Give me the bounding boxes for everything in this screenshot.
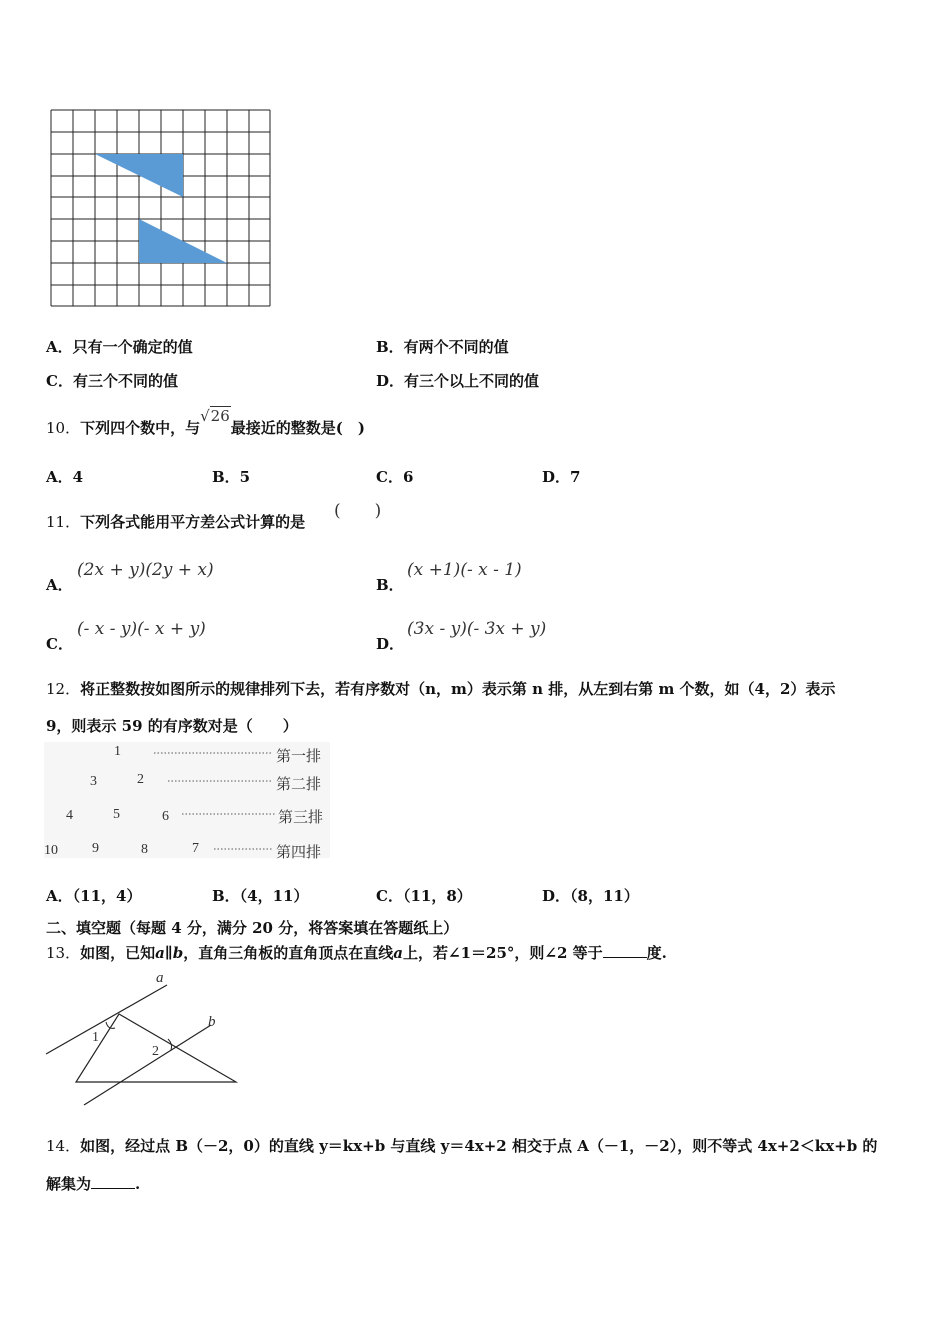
question-12-line-2: 9，则表示 59 的有序数对是（ ） bbox=[46, 717, 298, 735]
label-angle-2: 2 bbox=[152, 1044, 159, 1059]
question-13-text-d: 度. bbox=[646, 944, 667, 962]
label-b: b bbox=[208, 1014, 216, 1030]
sqrt-26: √26 bbox=[200, 407, 230, 425]
sqrt-radicand: 26 bbox=[210, 407, 230, 425]
parallel-lines-figure bbox=[44, 966, 244, 1108]
question-14-text-1: 如图，经过点 B（－2，0）的直线 y＝kx+b 与直线 y＝4x+2 相交于点 A（－1，－2），则不等式 4x+2＜kx+b 的 bbox=[80, 1137, 878, 1155]
question-13-text-a: 如图，已知 bbox=[80, 944, 156, 962]
question-12-text-1: 将正整数按如图所示的规律排列下去，若有序数对（n，m）表示第 n 排，从左到右第 m 个数，如（4，2）表示 bbox=[80, 680, 836, 698]
question-14-text-2b: . bbox=[135, 1175, 141, 1193]
question-13-number: 13． bbox=[46, 944, 81, 962]
row-4-label: 第四排 bbox=[276, 844, 322, 861]
grid-figure bbox=[50, 109, 272, 309]
q10-option-b: B．5 bbox=[212, 468, 251, 486]
q12-option-b: B．（4，11） bbox=[212, 887, 309, 905]
row-3-number-3: 6 bbox=[162, 809, 169, 824]
question-12-number: 12． bbox=[46, 680, 81, 698]
question-14-text-2a: 解集为 bbox=[46, 1175, 92, 1193]
grid-option-d: D．有三个以上不同的值 bbox=[376, 372, 540, 390]
row-2-number-2: 2 bbox=[137, 772, 144, 787]
q11-option-d-expr: (3x - y)(- 3x + y) bbox=[407, 619, 547, 639]
grid-lines bbox=[51, 110, 270, 306]
question-14-line-1 bbox=[46, 1136, 877, 1156]
line-a-ref: a bbox=[393, 944, 404, 962]
row-1-number-1: 1 bbox=[114, 744, 121, 759]
row-4-number-3: 8 bbox=[141, 842, 148, 857]
q10-option-c: C．6 bbox=[376, 468, 414, 486]
q11-option-d-label: D． bbox=[376, 635, 405, 653]
q11-option-b-label: B． bbox=[376, 576, 404, 594]
row-1-label: 第一排 bbox=[276, 748, 322, 765]
number-triangle-figure bbox=[44, 742, 330, 861]
question-13-text-c: 上，若∠1＝25°，则∠2 等于 bbox=[403, 944, 603, 962]
q12-option-a: A．（11，4） bbox=[46, 887, 142, 905]
question-12-line-1 bbox=[46, 679, 835, 699]
grid-option-b: B．有两个不同的值 bbox=[376, 338, 509, 356]
row-4-number-2: 9 bbox=[92, 841, 99, 856]
question-11-text: 下列各式能用平方差公式计算的是 bbox=[80, 513, 306, 531]
row-3-label: 第三排 bbox=[278, 809, 324, 826]
question-10 bbox=[46, 407, 365, 438]
label-angle-1: 1 bbox=[92, 1030, 99, 1045]
q10-option-a: A．4 bbox=[46, 468, 84, 486]
q12-option-c: C．（11，8） bbox=[376, 887, 472, 905]
answer-blank[interactable] bbox=[603, 943, 647, 958]
question-13 bbox=[46, 943, 667, 963]
question-10-text-before: 下列四个数中，与 bbox=[80, 419, 201, 437]
section-2-heading: 二、填空题（每题 4 分，满分 20 分，将答案填在答题纸上） bbox=[46, 919, 459, 937]
row-2-label: 第二排 bbox=[276, 776, 322, 793]
angle-2-arc bbox=[168, 1039, 172, 1050]
label-a: a bbox=[156, 970, 164, 986]
question-14-number: 14． bbox=[46, 1137, 81, 1155]
question-14-line-2 bbox=[46, 1174, 140, 1194]
q12-option-d: D．（8，11） bbox=[542, 887, 639, 905]
question-10-number: 10． bbox=[46, 419, 81, 437]
grid-option-c: C．有三个不同的值 bbox=[46, 372, 178, 390]
row-2-number-1: 3 bbox=[90, 774, 97, 789]
question-11-paren: ( ) bbox=[334, 501, 382, 521]
row-3-number-1: 4 bbox=[66, 808, 73, 823]
q11-option-a-label: A． bbox=[46, 576, 73, 594]
question-10-text-after: 最接近的整数是( ) bbox=[230, 419, 365, 437]
question-11-number: 11． bbox=[46, 513, 81, 531]
q11-option-a-expr: (2x + y)(2y + x) bbox=[77, 560, 214, 580]
line-b bbox=[84, 1025, 211, 1105]
line-a bbox=[46, 985, 167, 1054]
q11-option-c-expr: (- x - y)(- x + y) bbox=[77, 619, 206, 639]
grid-option-a: A．只有一个确定的值 bbox=[46, 338, 193, 356]
q10-option-d: D．7 bbox=[542, 468, 581, 486]
answer-blank-14[interactable] bbox=[91, 1174, 135, 1189]
q11-option-c-label: C． bbox=[46, 635, 73, 653]
row-3-number-2: 5 bbox=[113, 807, 120, 822]
question-13-text-b: ，直角三角板的直角顶点在直线 bbox=[183, 944, 394, 962]
q11-option-b-expr: (x +1)(- x - 1) bbox=[407, 560, 522, 580]
question-11 bbox=[46, 512, 305, 532]
parallel-notation: a∥b bbox=[155, 944, 184, 962]
row-4-number-4: 7 bbox=[192, 841, 199, 856]
row-4-number-1: 10 bbox=[44, 843, 58, 858]
